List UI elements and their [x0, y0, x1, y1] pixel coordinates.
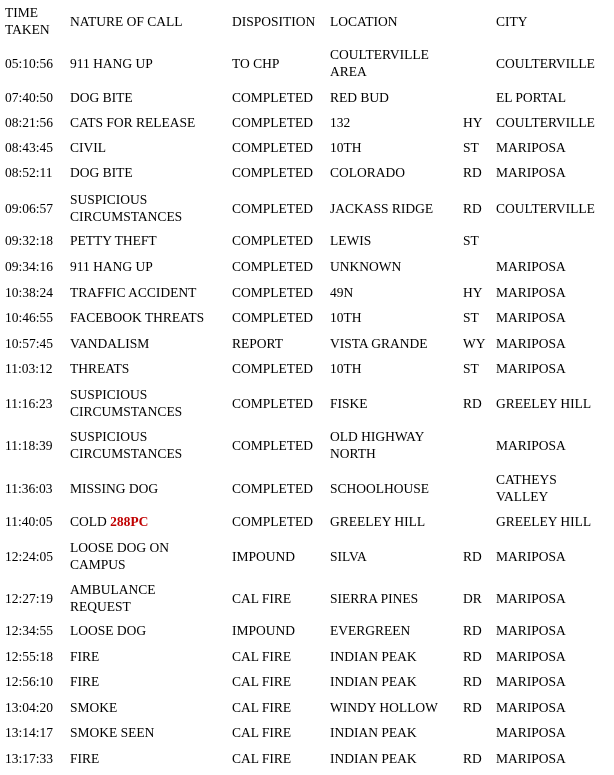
- city-cell: [496, 724, 566, 741]
- city-cell-line: GREELEY HILL: [496, 396, 592, 411]
- city-cell-line: GREELEY HILL: [496, 514, 592, 529]
- nature-cell-line: FIRE: [70, 674, 100, 689]
- location-cell-line: JACKASS RIDGE: [330, 201, 434, 216]
- time-cell: 12:24:05: [5, 549, 54, 564]
- street-suffix-cell: RD: [463, 649, 482, 664]
- location-cell-line: SIERRA PINES: [330, 591, 419, 606]
- city-cell: [496, 55, 595, 72]
- city-cell: [496, 513, 591, 530]
- city-cell: [496, 258, 566, 275]
- time-cell: 08:52:11: [5, 165, 53, 180]
- city-cell: [496, 673, 566, 690]
- nature-cell-line: CIRCUMSTANCES: [70, 404, 183, 419]
- time-cell: 11:40:05: [5, 514, 53, 529]
- location-cell-line: SCHOOLHOUSE: [330, 481, 430, 496]
- city-cell-line: MARIPOSA: [496, 549, 566, 564]
- nature-cell: [70, 622, 146, 639]
- table-row: [0, 284, 614, 301]
- nature-cell-line: FACEBOOK THREATS: [70, 310, 205, 325]
- street-suffix-cell: RD: [463, 751, 482, 766]
- nature-cell-line: FIRE: [70, 649, 100, 664]
- nature-cell-line: PETTY THEFT: [70, 233, 157, 248]
- street-suffix-cell: ST: [463, 361, 479, 376]
- nature-cell-line: DOG BITE: [70, 90, 133, 105]
- nature-cell: [70, 724, 154, 741]
- table-row: [0, 89, 614, 106]
- street-suffix-cell: HY: [463, 285, 483, 300]
- nature-cell: [70, 673, 99, 690]
- location-cell-line: SILVA: [330, 549, 367, 564]
- disposition-cell: COMPLETED: [232, 481, 313, 496]
- disposition-cell: COMPLETED: [232, 115, 313, 130]
- time-cell: 12:34:55: [5, 623, 54, 638]
- city-cell-line: MARIPOSA: [496, 438, 566, 453]
- nature-cell-line: AMBULANCE: [70, 582, 156, 597]
- nature-cell-line: MISSING DOG: [70, 481, 159, 496]
- table-row: [0, 622, 614, 639]
- time-cell: 11:36:03: [5, 481, 53, 496]
- location-cell-line: INDIAN PEAK: [330, 725, 417, 740]
- nature-cell-line: CATS FOR RELEASE: [70, 115, 196, 130]
- disposition-cell: TO CHP: [232, 56, 280, 71]
- street-suffix-cell: ST: [463, 233, 479, 248]
- disposition-cell: REPORT: [232, 336, 283, 351]
- time-cell: 11:03:12: [5, 361, 53, 376]
- city-cell-line: MARIPOSA: [496, 336, 566, 351]
- nature-cell: [70, 428, 182, 462]
- nature-cell: [70, 539, 169, 573]
- time-cell: 10:38:24: [5, 285, 54, 300]
- time-cell: 11:16:23: [5, 396, 53, 411]
- location-cell-line: 10TH: [330, 310, 362, 325]
- table-row: [0, 699, 614, 716]
- city-cell: [496, 335, 566, 352]
- time-cell: 13:04:20: [5, 700, 54, 715]
- table-row: [0, 46, 614, 80]
- table-row: [0, 191, 614, 225]
- header-city: CITY: [496, 14, 528, 29]
- location-cell-line: 10TH: [330, 361, 362, 376]
- table-row: [0, 139, 614, 156]
- nature-cell: [70, 258, 153, 275]
- location-cell-line: OLD HIGHWAY: [330, 429, 425, 444]
- city-cell-line: MARIPOSA: [496, 591, 566, 606]
- street-suffix-cell: WY: [463, 336, 486, 351]
- disposition-cell: COMPLETED: [232, 285, 313, 300]
- location-cell: [330, 284, 353, 301]
- city-cell: [496, 114, 595, 131]
- disposition-cell: CAL FIRE: [232, 751, 292, 766]
- disposition-cell: COMPLETED: [232, 90, 313, 105]
- location-cell: [330, 360, 362, 377]
- table-row: [0, 232, 614, 249]
- nature-cell-line: VANDALISM: [70, 336, 150, 351]
- street-suffix-cell: RD: [463, 623, 482, 638]
- location-cell-line: LEWIS: [330, 233, 372, 248]
- city-cell: [496, 309, 566, 326]
- disposition-cell: COMPLETED: [232, 233, 313, 248]
- nature-cell: [70, 750, 99, 767]
- location-cell: [330, 428, 424, 462]
- nature-cell: [70, 360, 129, 377]
- location-cell: [330, 590, 418, 607]
- location-cell-line: NORTH: [330, 446, 376, 461]
- location-cell-line: EVERGREEN: [330, 623, 411, 638]
- location-cell: [330, 622, 410, 639]
- city-cell-line: MARIPOSA: [496, 310, 566, 325]
- nature-cell-line: CIVIL: [70, 140, 106, 155]
- city-cell: [496, 437, 566, 454]
- location-cell-line: INDIAN PEAK: [330, 751, 417, 766]
- city-cell-line: COULTERVILLE: [496, 115, 595, 130]
- disposition-cell: COMPLETED: [232, 438, 313, 453]
- table-row: [0, 471, 614, 505]
- disposition-cell: IMPOUND: [232, 623, 296, 638]
- nature-cell: [70, 232, 157, 249]
- disposition-cell: CAL FIRE: [232, 700, 292, 715]
- city-cell-line: EL PORTAL: [496, 90, 566, 105]
- table-header: [0, 4, 614, 40]
- nature-cell-line: CAMPUS: [70, 557, 126, 572]
- nature-cell: [70, 648, 99, 665]
- nature-cell-line: 911 HANG UP: [70, 259, 153, 274]
- table-row: [0, 309, 614, 326]
- location-cell-line: COLORADO: [330, 165, 406, 180]
- location-cell-line: WINDY HOLLOW: [330, 700, 438, 715]
- city-cell-line: MARIPOSA: [496, 140, 566, 155]
- table-row: [0, 386, 614, 420]
- city-cell-line: MARIPOSA: [496, 259, 566, 274]
- time-cell: 12:55:18: [5, 649, 54, 664]
- location-cell: [330, 648, 417, 665]
- nature-cell: [70, 114, 195, 131]
- disposition-cell: CAL FIRE: [232, 725, 292, 740]
- nature-cell-line: [70, 513, 148, 530]
- location-cell: [330, 164, 405, 181]
- location-cell-line: INDIAN PEAK: [330, 674, 417, 689]
- time-cell: 13:14:17: [5, 725, 54, 740]
- table-row: [0, 673, 614, 690]
- nature-cell: [70, 284, 196, 301]
- disposition-cell: COMPLETED: [232, 310, 313, 325]
- location-cell-line: RED BUD: [330, 90, 389, 105]
- nature-cell: [70, 191, 182, 225]
- nature-cell: [70, 386, 182, 420]
- table-row: [0, 360, 614, 377]
- location-cell: [330, 89, 389, 106]
- location-cell: [330, 548, 367, 565]
- table-row: [0, 428, 614, 462]
- nature-cell-line: SMOKE: [70, 700, 118, 715]
- disposition-cell: COMPLETED: [232, 165, 313, 180]
- nature-cell-line: LOOSE DOG ON: [70, 540, 169, 555]
- location-cell-line: 49N: [330, 285, 354, 300]
- city-cell-line: VALLEY: [496, 489, 549, 504]
- nature-cell-line: SUSPICIOUS: [70, 429, 148, 444]
- nature-cell-line: SUSPICIOUS: [70, 387, 148, 402]
- nature-cell-line: FIRE: [70, 751, 100, 766]
- street-suffix-cell: RD: [463, 201, 482, 216]
- city-cell-line: MARIPOSA: [496, 623, 566, 638]
- nature-cell: [70, 513, 148, 530]
- time-cell: 09:34:16: [5, 259, 54, 274]
- table-row: [0, 648, 614, 665]
- table-row: [0, 724, 614, 741]
- city-cell-line: COULTERVILLE: [496, 201, 595, 216]
- time-cell: 07:40:50: [5, 90, 54, 105]
- location-cell-line: UNKNOWN: [330, 259, 402, 274]
- street-suffix-cell: RD: [463, 700, 482, 715]
- time-cell: 08:43:45: [5, 140, 54, 155]
- city-cell: [496, 622, 566, 639]
- city-cell: [496, 284, 566, 301]
- city-cell-line: MARIPOSA: [496, 285, 566, 300]
- street-suffix-cell: ST: [463, 310, 479, 325]
- city-cell: [496, 200, 595, 217]
- nature-cell-line: DOG BITE: [70, 165, 133, 180]
- nature-text: COLD: [70, 514, 107, 529]
- location-cell-line: COULTERVILLE: [330, 47, 429, 62]
- city-cell-line: COULTERVILLE: [496, 56, 595, 71]
- time-cell: 11:18:39: [5, 438, 53, 453]
- nature-cell-line: REQUEST: [70, 599, 131, 614]
- time-cell: 13:17:33: [5, 751, 54, 766]
- header-nature: NATURE OF CALL: [70, 14, 183, 29]
- time-cell: 05:10:56: [5, 56, 54, 71]
- city-cell-line: MARIPOSA: [496, 700, 566, 715]
- location-cell-line: GREELEY HILL: [330, 514, 426, 529]
- nature-cell-line: LOOSE DOG: [70, 623, 147, 638]
- disposition-cell: COMPLETED: [232, 201, 313, 216]
- city-cell-line: CATHEYS: [496, 472, 557, 487]
- disposition-cell: COMPLETED: [232, 259, 313, 274]
- location-cell: [330, 750, 417, 767]
- nature-cell: [70, 89, 133, 106]
- city-cell: [496, 750, 566, 767]
- city-cell: [496, 648, 566, 665]
- nature-cell-line: 911 HANG UP: [70, 56, 153, 71]
- nature-cell-line: SUSPICIOUS: [70, 192, 148, 207]
- nature-cell: [70, 480, 158, 497]
- city-cell: [496, 699, 566, 716]
- city-cell: [496, 139, 566, 156]
- table-row: [0, 258, 614, 275]
- nature-cell: [70, 139, 106, 156]
- location-cell-line: AREA: [330, 64, 367, 79]
- time-cell: 09:06:57: [5, 201, 54, 216]
- nature-cell-line: SMOKE SEEN: [70, 725, 155, 740]
- nature-cell-line: THREATS: [70, 361, 130, 376]
- nature-cell: [70, 55, 153, 72]
- header-time: [5, 4, 50, 38]
- disposition-cell: COMPLETED: [232, 514, 313, 529]
- city-cell: [496, 548, 566, 565]
- nature-cell: [70, 581, 156, 615]
- location-cell: [330, 673, 417, 690]
- table-row: [0, 539, 614, 573]
- city-cell-line: MARIPOSA: [496, 361, 566, 376]
- disposition-cell: CAL FIRE: [232, 674, 292, 689]
- street-suffix-cell: DR: [463, 591, 482, 606]
- time-cell: 10:57:45: [5, 336, 54, 351]
- time-cell: 08:21:56: [5, 115, 54, 130]
- table-row: [0, 335, 614, 352]
- header-time-line-1: TIME: [5, 5, 38, 20]
- nature-cell-line: CIRCUMSTANCES: [70, 446, 183, 461]
- table-row: [0, 164, 614, 181]
- city-cell-line: MARIPOSA: [496, 649, 566, 664]
- location-cell-line: 132: [330, 115, 351, 130]
- disposition-cell: CAL FIRE: [232, 591, 292, 606]
- city-cell-line: MARIPOSA: [496, 725, 566, 740]
- nature-cell: [70, 699, 117, 716]
- location-cell: [330, 513, 425, 530]
- location-cell: [330, 335, 428, 352]
- disposition-cell: COMPLETED: [232, 140, 313, 155]
- location-cell: [330, 139, 362, 156]
- time-cell: 10:46:55: [5, 310, 54, 325]
- time-cell: 12:56:10: [5, 674, 54, 689]
- header-disposition: DISPOSITION: [232, 14, 316, 29]
- disposition-cell: IMPOUND: [232, 549, 296, 564]
- nature-cell: [70, 164, 133, 181]
- table-row: [0, 513, 614, 530]
- location-cell-line: INDIAN PEAK: [330, 649, 417, 664]
- nature-cell-line: TRAFFIC ACCIDENT: [70, 285, 197, 300]
- nature-cell-line: CIRCUMSTANCES: [70, 209, 183, 224]
- city-cell: [496, 360, 566, 377]
- city-cell: [496, 164, 566, 181]
- location-cell: [330, 114, 350, 131]
- street-suffix-cell: ST: [463, 140, 479, 155]
- header-time-line-2: TAKEN: [5, 22, 50, 37]
- location-cell-line: 10TH: [330, 140, 362, 155]
- disposition-cell: CAL FIRE: [232, 649, 292, 664]
- table-row: [0, 581, 614, 615]
- nature-cell: [70, 309, 204, 326]
- time-cell: 09:32:18: [5, 233, 54, 248]
- location-cell: [330, 395, 368, 412]
- location-cell: [330, 724, 417, 741]
- street-suffix-cell: HY: [463, 115, 483, 130]
- location-cell-line: VISTA GRANDE: [330, 336, 428, 351]
- table-row: [0, 750, 614, 767]
- city-cell: [496, 89, 566, 106]
- location-cell: [330, 699, 438, 716]
- city-cell-line: MARIPOSA: [496, 674, 566, 689]
- street-suffix-cell: RD: [463, 396, 482, 411]
- city-cell: [496, 471, 557, 505]
- location-cell: [330, 258, 401, 275]
- city-cell: [496, 395, 591, 412]
- location-cell: [330, 200, 433, 217]
- nature-cell: [70, 335, 149, 352]
- location-cell-line: FISKE: [330, 396, 368, 411]
- disposition-cell: COMPLETED: [232, 361, 313, 376]
- penal-code-highlight: 288PC: [110, 514, 149, 529]
- location-cell: [330, 309, 362, 326]
- disposition-cell: COMPLETED: [232, 396, 313, 411]
- street-suffix-cell: RD: [463, 549, 482, 564]
- street-suffix-cell: RD: [463, 674, 482, 689]
- header-location: LOCATION: [330, 14, 398, 29]
- street-suffix-cell: RD: [463, 165, 482, 180]
- city-cell-line: MARIPOSA: [496, 165, 566, 180]
- city-cell-line: MARIPOSA: [496, 751, 566, 766]
- time-cell: 12:27:19: [5, 591, 54, 606]
- city-cell: [496, 590, 566, 607]
- location-cell: [330, 480, 429, 497]
- location-cell: [330, 46, 429, 80]
- table-row: [0, 114, 614, 131]
- location-cell: [330, 232, 371, 249]
